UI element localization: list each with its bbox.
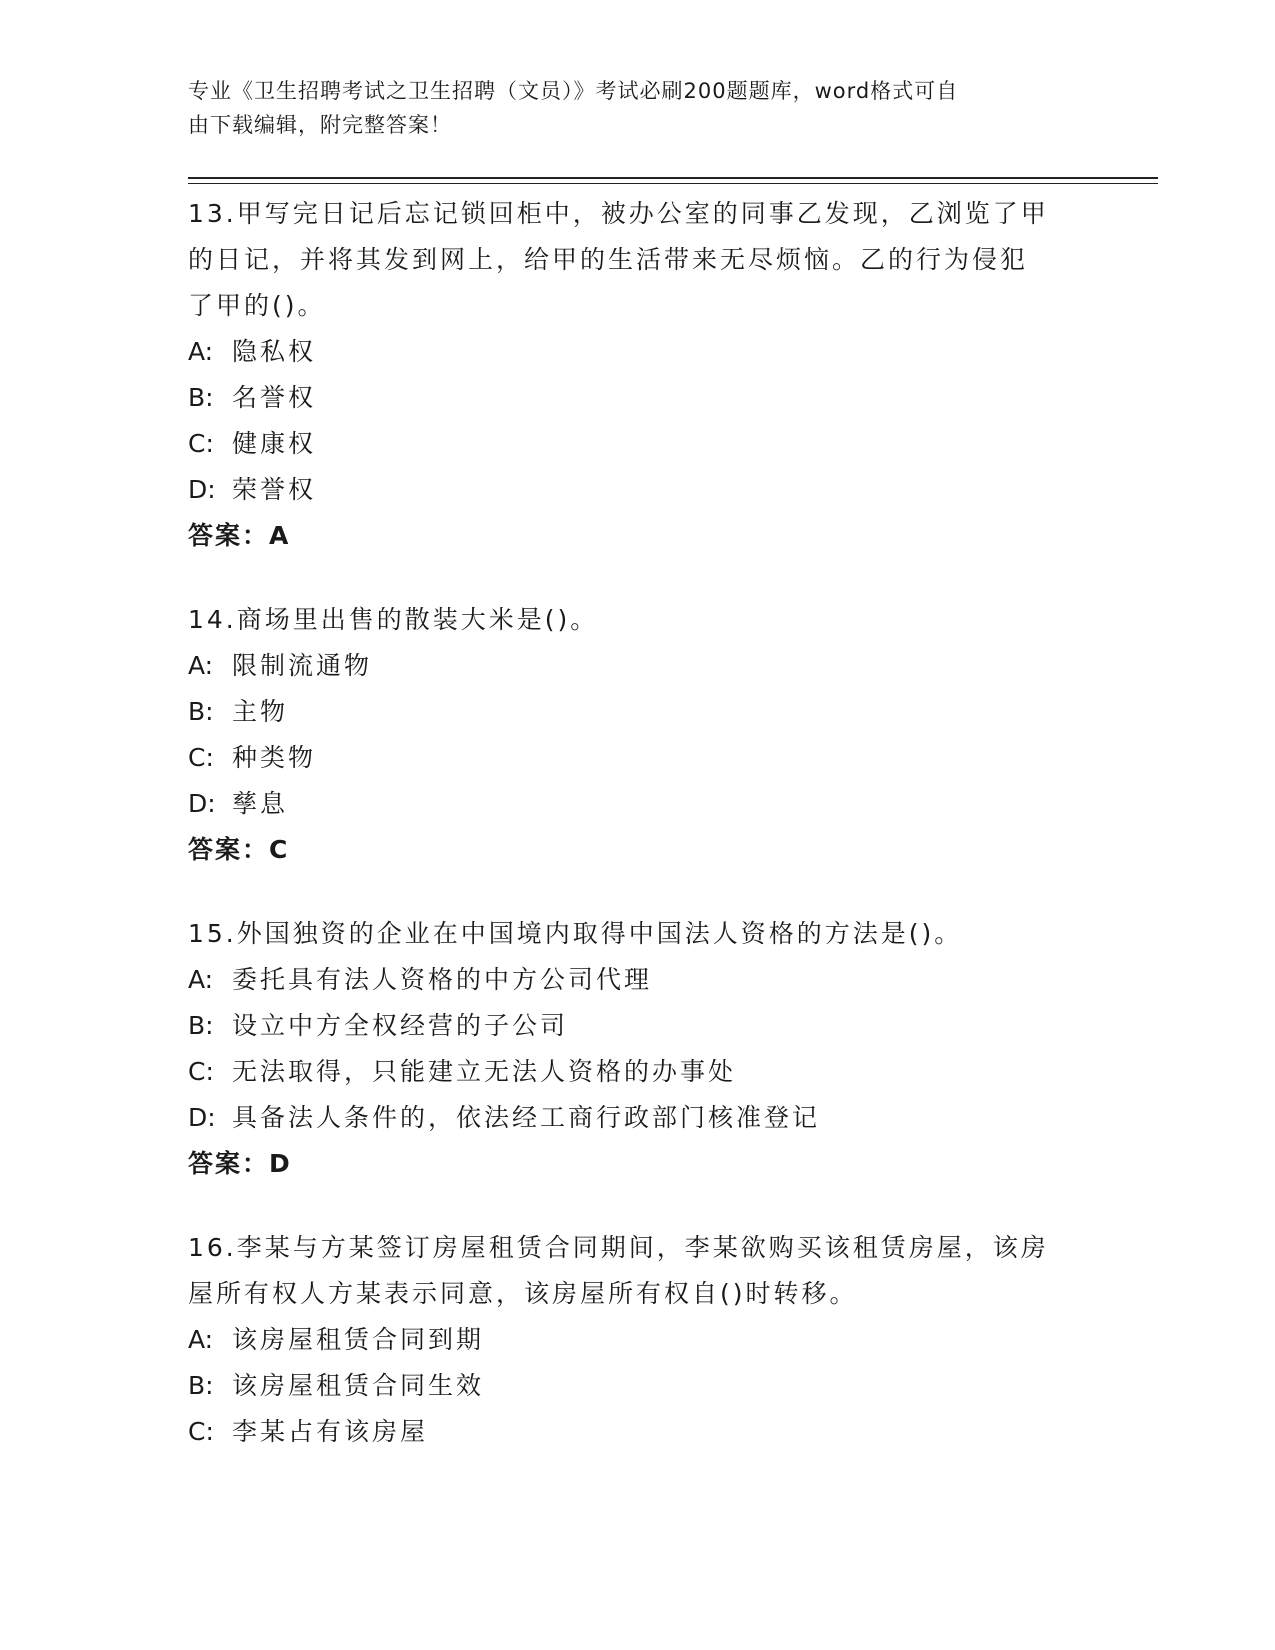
question-list: [188, 191, 1088, 1493]
option-key: C:: [188, 1417, 214, 1446]
question-16: [188, 1225, 1088, 1455]
option-d: [188, 781, 1088, 827]
option-text: 李某占有该房屋: [232, 1417, 429, 1446]
option-key: C:: [188, 743, 214, 772]
question-stem: 15.外国独资的企业在中国境内取得中国法人资格的方法是()。: [188, 919, 963, 948]
option-text: 设立中方全权经营的子公司: [232, 1011, 569, 1040]
question-stem: 的日记，并将其发到网上，给甲的生活带来无尽烦恼。乙的行为侵犯: [188, 245, 1029, 274]
option-text: 该房屋租赁合同到期: [232, 1325, 485, 1354]
option-key: B:: [188, 1011, 214, 1040]
question-stem: 13.甲写完日记后忘记锁回柜中，被办公室的同事乙发现，乙浏览了甲: [188, 199, 1049, 228]
option-key: A:: [188, 337, 214, 366]
header-line: 由下载编辑，附完整答案！: [188, 113, 452, 137]
option-key: B:: [188, 1371, 214, 1400]
option-text: 名誉权: [232, 383, 317, 412]
option-key: B:: [188, 383, 214, 412]
option-text: 委托具有法人资格的中方公司代理: [232, 965, 653, 994]
question-15: [188, 911, 1088, 1187]
option-c: [188, 1409, 1088, 1455]
option-text: 该房屋租赁合同生效: [232, 1371, 485, 1400]
option-c: [188, 735, 1088, 781]
option-text: 无法取得，只能建立无法人资格的办事处: [232, 1057, 737, 1086]
answer-line: 答案：D: [188, 1149, 292, 1178]
header-divider: [188, 177, 1158, 179]
option-b: [188, 375, 1088, 421]
option-key: B:: [188, 697, 214, 726]
option-text: 健康权: [232, 429, 317, 458]
option-b: [188, 689, 1088, 735]
answer-line: 答案：C: [188, 835, 290, 864]
option-d: [188, 1095, 1088, 1141]
option-c: [188, 421, 1088, 467]
option-key: D:: [188, 475, 216, 504]
option-d: [188, 467, 1088, 513]
option-key: A:: [188, 1325, 214, 1354]
header-line: 专业《卫生招聘考试之卫生招聘（文员）》考试必刷200题题库，word格式可自: [188, 79, 959, 103]
option-text: 隐私权: [232, 337, 317, 366]
header-divider-thin: [188, 183, 1158, 184]
option-key: C:: [188, 1057, 214, 1086]
answer-line: 答案：A: [188, 521, 291, 550]
question-stem: 16.李某与方某签订房屋租赁合同期间，李某欲购买该租赁房屋，该房: [188, 1233, 1049, 1262]
option-text: 种类物: [232, 743, 317, 772]
option-b: [188, 1003, 1088, 1049]
option-a: [188, 957, 1088, 1003]
option-key: C:: [188, 429, 214, 458]
document-header: [188, 74, 1088, 142]
option-b: [188, 1363, 1088, 1409]
option-key: D:: [188, 789, 216, 818]
option-text: 具备法人条件的，依法经工商行政部门核准登记: [232, 1103, 821, 1132]
option-key: A:: [188, 651, 214, 680]
question-13: [188, 191, 1088, 559]
option-text: 限制流通物: [232, 651, 373, 680]
question-14: [188, 597, 1088, 873]
option-a: [188, 329, 1088, 375]
question-stem: 了甲的()。: [188, 291, 326, 320]
option-a: [188, 1317, 1088, 1363]
option-text: 主物: [232, 697, 289, 726]
option-text: 荣誉权: [232, 475, 317, 504]
option-c: [188, 1049, 1088, 1095]
option-text: 孳息: [232, 789, 289, 818]
option-key: D:: [188, 1103, 216, 1132]
question-stem: 14.商场里出售的散装大米是()。: [188, 605, 599, 634]
option-a: [188, 643, 1088, 689]
option-key: A:: [188, 965, 214, 994]
question-stem: 屋所有权人方某表示同意，该房屋所有权自()时转移。: [188, 1279, 858, 1308]
